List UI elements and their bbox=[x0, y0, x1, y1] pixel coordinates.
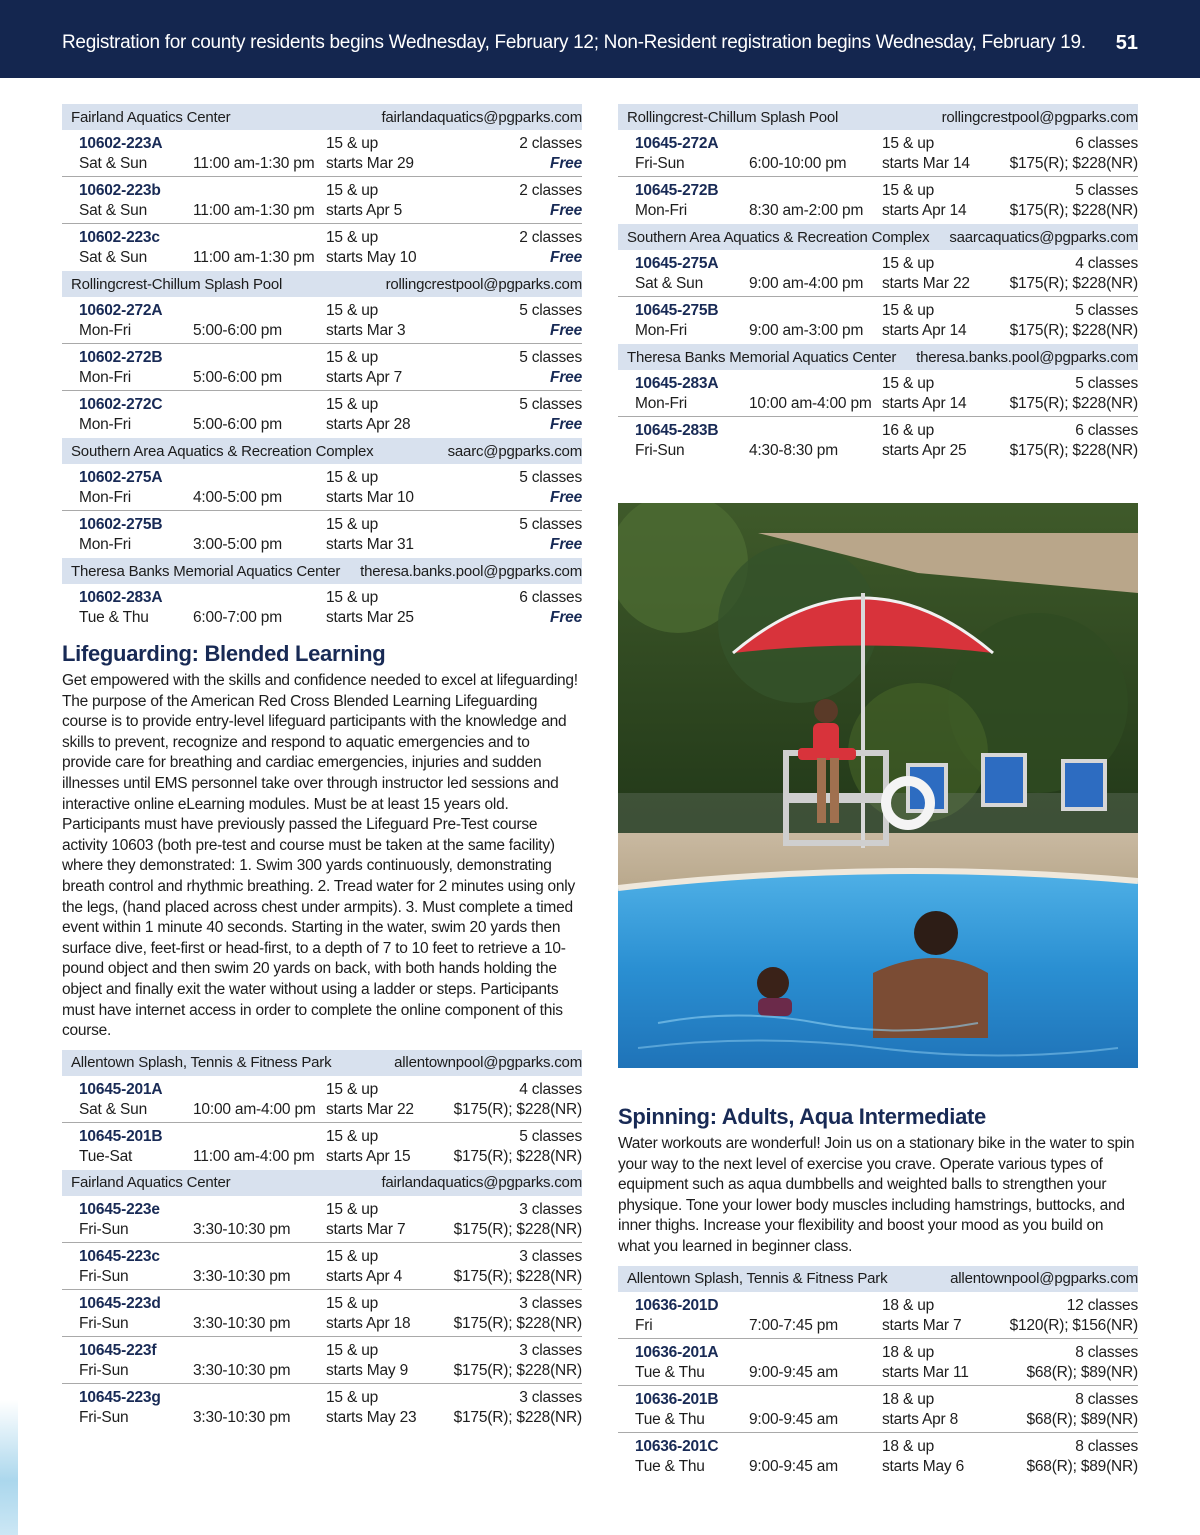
class-row bbox=[62, 1290, 582, 1337]
activity-code: 10645-223e bbox=[79, 1200, 160, 1218]
pool-photo bbox=[618, 503, 1138, 1068]
activity-code: 10602-275B bbox=[79, 516, 163, 533]
location-header bbox=[62, 104, 582, 130]
age-requirement: 15 & up bbox=[326, 1080, 379, 1098]
location-name: Fairland Aquatics Center bbox=[71, 1174, 231, 1192]
class-time: 5:00-6:00 pm bbox=[193, 322, 282, 339]
class-price: $68(R); $89(NR) bbox=[1026, 1457, 1138, 1475]
class-time: 10:00 am-4:00 pm bbox=[193, 1100, 316, 1118]
start-date: starts Mar 29 bbox=[326, 155, 414, 172]
class-row bbox=[62, 1076, 582, 1123]
class-row bbox=[62, 1196, 582, 1243]
start-date: starts Mar 14 bbox=[882, 155, 970, 172]
right-column bbox=[618, 104, 1138, 464]
age-requirement: 15 & up bbox=[326, 1200, 379, 1218]
lifeguarding-schedule bbox=[62, 1050, 582, 1431]
activity-code: 10636-201D bbox=[635, 1296, 719, 1314]
start-date: starts Mar 11 bbox=[882, 1363, 969, 1381]
activity-code: 10645-223d bbox=[79, 1294, 161, 1312]
age-requirement: 15 & up bbox=[326, 1388, 379, 1406]
start-date: starts Apr 14 bbox=[882, 322, 967, 339]
class-days: Fri-Sun bbox=[79, 1361, 129, 1379]
class-time: 9:00-9:45 am bbox=[749, 1410, 838, 1428]
class-days: Mon-Fri bbox=[79, 369, 131, 386]
spinning-section bbox=[618, 1104, 1138, 1480]
class-row bbox=[618, 1433, 1138, 1480]
class-days: Sat & Sun bbox=[79, 249, 147, 266]
location-header bbox=[618, 104, 1138, 130]
class-days: Fri-Sun bbox=[635, 442, 685, 459]
class-days: Tue-Sat bbox=[79, 1147, 133, 1165]
class-time: 8:30 am-2:00 pm bbox=[749, 202, 864, 219]
start-date: starts Mar 7 bbox=[882, 1316, 962, 1334]
activity-code: 10636-201B bbox=[635, 1390, 719, 1408]
location-name: Theresa Banks Memorial Aquatics Center bbox=[627, 348, 897, 366]
start-date: starts May 10 bbox=[326, 249, 417, 266]
activity-code: 10645-283A bbox=[635, 375, 719, 392]
location-name: Fairland Aquatics Center bbox=[71, 108, 231, 126]
class-count: 8 classes bbox=[1075, 1343, 1138, 1361]
class-count: 2 classes bbox=[519, 229, 582, 246]
activity-code: 10645-272B bbox=[635, 182, 719, 199]
start-date: starts Mar 22 bbox=[882, 275, 970, 292]
location-email-link[interactable]: theresa.banks.pool@pgparks.com bbox=[360, 562, 582, 580]
location-email-link[interactable]: allentownpool@pgparks.com bbox=[950, 1270, 1138, 1288]
class-count: 4 classes bbox=[519, 1080, 582, 1098]
activity-code: 10602-283A bbox=[79, 589, 163, 606]
location-email-link[interactable]: saarc@pgparks.com bbox=[447, 442, 582, 460]
class-count: 12 classes bbox=[1066, 1296, 1138, 1314]
start-date: starts Mar 31 bbox=[326, 536, 414, 553]
start-date: starts Apr 15 bbox=[326, 1147, 411, 1165]
class-days: Mon-Fri bbox=[79, 489, 131, 506]
class-price: $68(R); $89(NR) bbox=[1026, 1363, 1138, 1381]
spinning-description: Water workouts are wonderful! Join us on a stationary bike in the water to spin your way to the next level of exercise you crave. Operate various types of equipment such as aqua dumbbells and weighted balls to strengthen your physique. Tone your lower body muscles including hamstrings, buttocks, and inner thighs. Increase your flexibility and boost your mood as you build on what you learned in beginner class. bbox=[618, 1135, 1135, 1255]
age-requirement: 18 & up bbox=[882, 1296, 935, 1314]
age-requirement: 15 & up bbox=[326, 1127, 379, 1145]
class-price: Free bbox=[550, 416, 582, 433]
class-price: $175(R); $228(NR) bbox=[453, 1267, 582, 1285]
class-row bbox=[618, 370, 1138, 417]
class-time: 9:00 am-3:00 pm bbox=[749, 322, 864, 339]
age-requirement: 15 & up bbox=[326, 516, 379, 533]
class-row bbox=[62, 1337, 582, 1384]
activity-code: 10645-272A bbox=[635, 135, 719, 152]
class-time: 11:00 am-1:30 pm bbox=[193, 202, 315, 219]
location-header bbox=[618, 344, 1138, 370]
registration-notice: Registration for county residents begins Wednesday, February 12; Non-Resident registration begins Wednesday, February 19. bbox=[62, 32, 1086, 53]
class-count: 4 classes bbox=[1075, 255, 1138, 272]
class-time: 6:00-10:00 pm bbox=[749, 155, 847, 172]
activity-code: 10645-201B bbox=[79, 1127, 163, 1145]
class-time: 9:00 am-4:00 pm bbox=[749, 275, 864, 292]
age-requirement: 15 & up bbox=[326, 1294, 379, 1312]
activity-code: 10602-223A bbox=[79, 135, 163, 152]
age-requirement: 15 & up bbox=[882, 302, 935, 319]
class-price: $175(R); $228(NR) bbox=[1009, 322, 1138, 339]
class-price: $175(R); $228(NR) bbox=[453, 1147, 582, 1165]
class-days: Mon-Fri bbox=[635, 202, 687, 219]
location-email-link[interactable]: allentownpool@pgparks.com bbox=[394, 1054, 582, 1072]
class-price: Free bbox=[550, 322, 582, 339]
age-requirement: 15 & up bbox=[882, 375, 935, 392]
class-days: Tue & Thu bbox=[79, 609, 149, 626]
class-days: Mon-Fri bbox=[79, 322, 131, 339]
class-time: 9:00-9:45 am bbox=[749, 1363, 838, 1381]
location-header bbox=[62, 438, 582, 464]
class-count: 5 classes bbox=[519, 1127, 582, 1145]
location-email-link[interactable]: saarcaquatics@pgparks.com bbox=[949, 228, 1138, 246]
location-header bbox=[618, 1266, 1138, 1292]
class-days: Fri-Sun bbox=[79, 1220, 129, 1238]
age-requirement: 15 & up bbox=[882, 135, 935, 152]
class-days: Fri bbox=[635, 1316, 653, 1334]
location-name: Allentown Splash, Tennis & Fitness Park bbox=[627, 1270, 888, 1288]
start-date: starts Mar 10 bbox=[326, 489, 414, 506]
class-price: $175(R); $228(NR) bbox=[1009, 275, 1138, 292]
class-row bbox=[62, 224, 582, 271]
class-time: 10:00 am-4:00 pm bbox=[749, 395, 872, 412]
class-days: Tue & Thu bbox=[635, 1457, 705, 1475]
activity-code: 10645-223g bbox=[79, 1388, 161, 1406]
class-time: 11:00 am-4:00 pm bbox=[193, 1147, 315, 1165]
class-price: Free bbox=[550, 489, 582, 506]
class-count: 5 classes bbox=[519, 349, 582, 366]
location-header bbox=[618, 224, 1138, 250]
location-header bbox=[62, 1050, 582, 1076]
class-days: Tue & Thu bbox=[635, 1410, 705, 1428]
class-row bbox=[618, 177, 1138, 224]
class-time: 3:30-10:30 pm bbox=[193, 1314, 291, 1332]
class-days: Sat & Sun bbox=[79, 1100, 147, 1118]
age-requirement: 18 & up bbox=[882, 1343, 935, 1361]
class-price: $175(R); $228(NR) bbox=[453, 1314, 582, 1332]
age-requirement: 15 & up bbox=[326, 229, 379, 246]
page-number: 51 bbox=[1115, 32, 1138, 54]
class-count: 6 classes bbox=[1075, 422, 1138, 439]
class-days: Fri-Sun bbox=[79, 1314, 129, 1332]
class-price: $175(R); $228(NR) bbox=[1009, 202, 1138, 219]
location-email-link[interactable]: rollingcrestpool@pgparks.com bbox=[941, 108, 1138, 126]
activity-code: 10602-272B bbox=[79, 349, 163, 366]
class-days: Mon-Fri bbox=[79, 416, 131, 433]
class-row bbox=[62, 177, 582, 224]
location-name: Southern Area Aquatics & Recreation Complex bbox=[71, 442, 374, 460]
age-requirement: 15 & up bbox=[326, 1341, 379, 1359]
class-days: Fri-Sun bbox=[79, 1267, 129, 1285]
age-requirement: 15 & up bbox=[326, 469, 379, 486]
class-price: $175(R); $228(NR) bbox=[1009, 395, 1138, 412]
start-date: starts Apr 8 bbox=[882, 1410, 958, 1428]
class-count: 3 classes bbox=[519, 1294, 582, 1312]
age-requirement: 15 & up bbox=[326, 396, 379, 413]
location-header bbox=[62, 1170, 582, 1196]
class-count: 6 classes bbox=[1075, 135, 1138, 152]
class-price: Free bbox=[550, 369, 582, 386]
age-requirement: 15 & up bbox=[326, 349, 379, 366]
activity-code: 10645-275A bbox=[635, 255, 719, 272]
class-price: Free bbox=[550, 202, 582, 219]
class-price: $175(R); $228(NR) bbox=[1009, 155, 1138, 172]
class-count: 2 classes bbox=[519, 135, 582, 152]
class-row bbox=[618, 130, 1138, 177]
activity-code: 10645-275B bbox=[635, 302, 719, 319]
class-row bbox=[618, 297, 1138, 344]
location-name: Southern Area Aquatics & Recreation Complex bbox=[627, 228, 930, 246]
lifeguarding-title: Lifeguarding: Blended Learning bbox=[62, 641, 386, 666]
location-email-link[interactable]: fairlandaquatics@pgparks.com bbox=[381, 108, 582, 126]
class-days: Mon-Fri bbox=[635, 395, 687, 412]
age-requirement: 15 & up bbox=[326, 302, 379, 319]
class-count: 3 classes bbox=[519, 1388, 582, 1406]
class-row bbox=[618, 250, 1138, 297]
class-count: 5 classes bbox=[1075, 375, 1138, 392]
class-count: 5 classes bbox=[1075, 302, 1138, 319]
class-row bbox=[62, 464, 582, 511]
location-header bbox=[62, 558, 582, 584]
location-name: Allentown Splash, Tennis & Fitness Park bbox=[71, 1054, 332, 1072]
class-days: Sat & Sun bbox=[635, 275, 703, 292]
start-date: starts Apr 14 bbox=[882, 202, 967, 219]
activity-code: 10645-201A bbox=[79, 1080, 163, 1098]
class-price: $175(R); $228(NR) bbox=[453, 1220, 582, 1238]
class-count: 6 classes bbox=[519, 589, 582, 606]
class-time: 3:30-10:30 pm bbox=[193, 1408, 291, 1426]
location-name: Theresa Banks Memorial Aquatics Center bbox=[71, 562, 341, 580]
start-date: starts Apr 25 bbox=[882, 442, 967, 459]
age-requirement: 15 & up bbox=[882, 182, 935, 199]
age-requirement: 15 & up bbox=[882, 255, 935, 272]
class-price: $175(R); $228(NR) bbox=[453, 1100, 582, 1118]
class-count: 8 classes bbox=[1075, 1390, 1138, 1408]
location-email-link[interactable]: rollingcrestpool@pgparks.com bbox=[385, 275, 582, 293]
class-days: Tue & Thu bbox=[635, 1363, 705, 1381]
class-count: 5 classes bbox=[519, 469, 582, 486]
activity-code: 10602-223b bbox=[79, 182, 161, 199]
class-row bbox=[618, 417, 1138, 464]
class-time: 11:00 am-1:30 pm bbox=[193, 155, 315, 172]
activity-code: 10602-272C bbox=[79, 396, 163, 413]
activity-code: 10645-223f bbox=[79, 1341, 157, 1359]
class-price: $68(R); $89(NR) bbox=[1026, 1410, 1138, 1428]
start-date: starts Mar 3 bbox=[326, 322, 406, 339]
page-decoration bbox=[0, 1400, 18, 1535]
class-price: Free bbox=[550, 155, 582, 172]
class-time: 11:00 am-1:30 pm bbox=[193, 249, 315, 266]
location-email-link[interactable]: theresa.banks.pool@pgparks.com bbox=[916, 348, 1138, 366]
start-date: starts Mar 22 bbox=[326, 1100, 414, 1118]
start-date: starts Apr 14 bbox=[882, 395, 967, 412]
class-price: $175(R); $228(NR) bbox=[453, 1408, 582, 1426]
class-row bbox=[62, 584, 582, 631]
class-count: 3 classes bbox=[519, 1341, 582, 1359]
start-date: starts May 9 bbox=[326, 1361, 409, 1379]
class-row bbox=[62, 1384, 582, 1431]
class-count: 5 classes bbox=[519, 302, 582, 319]
age-requirement: 15 & up bbox=[326, 135, 379, 152]
start-date: starts Apr 5 bbox=[326, 202, 402, 219]
class-count: 5 classes bbox=[1075, 182, 1138, 199]
class-row bbox=[618, 1386, 1138, 1433]
age-requirement: 15 & up bbox=[326, 589, 379, 606]
age-requirement: 16 & up bbox=[882, 422, 935, 439]
start-date: starts Mar 25 bbox=[326, 609, 414, 626]
class-days: Mon-Fri bbox=[79, 536, 131, 553]
class-time: 7:00-7:45 pm bbox=[749, 1316, 838, 1334]
class-time: 5:00-6:00 pm bbox=[193, 416, 282, 433]
class-time: 5:00-6:00 pm bbox=[193, 369, 282, 386]
class-row bbox=[62, 391, 582, 438]
start-date: starts Apr 18 bbox=[326, 1314, 411, 1332]
age-requirement: 15 & up bbox=[326, 1247, 379, 1265]
class-time: 4:00-5:00 pm bbox=[193, 489, 282, 506]
class-price: $175(R); $228(NR) bbox=[453, 1361, 582, 1379]
lifeguard-free-schedule bbox=[62, 104, 582, 631]
start-date: starts May 6 bbox=[882, 1457, 965, 1475]
class-price: Free bbox=[550, 249, 582, 266]
class-row bbox=[62, 297, 582, 344]
activity-code: 10645-223c bbox=[79, 1247, 160, 1265]
class-row bbox=[62, 130, 582, 177]
class-count: 3 classes bbox=[519, 1247, 582, 1265]
activity-code: 10636-201C bbox=[635, 1437, 719, 1455]
class-time: 9:00-9:45 am bbox=[749, 1457, 838, 1475]
class-days: Mon-Fri bbox=[635, 322, 687, 339]
age-requirement: 18 & up bbox=[882, 1437, 935, 1455]
spinning-schedule bbox=[618, 1266, 1138, 1480]
class-count: 2 classes bbox=[519, 182, 582, 199]
left-column bbox=[62, 104, 582, 1431]
class-row bbox=[62, 344, 582, 391]
start-date: starts Apr 28 bbox=[326, 416, 411, 433]
start-date: starts May 23 bbox=[326, 1408, 417, 1426]
class-row bbox=[62, 1123, 582, 1170]
activity-code: 10602-275A bbox=[79, 469, 163, 486]
class-time: 3:30-10:30 pm bbox=[193, 1220, 291, 1238]
class-row bbox=[618, 1339, 1138, 1386]
class-time: 6:00-7:00 pm bbox=[193, 609, 282, 626]
class-count: 5 classes bbox=[519, 516, 582, 533]
activity-code: 10602-272A bbox=[79, 302, 163, 319]
age-requirement: 18 & up bbox=[882, 1390, 935, 1408]
activity-code: 10636-201A bbox=[635, 1343, 719, 1361]
class-row bbox=[62, 511, 582, 558]
activity-code: 10645-283B bbox=[635, 422, 719, 439]
class-price: $175(R); $228(NR) bbox=[1009, 442, 1138, 459]
class-row bbox=[62, 1243, 582, 1290]
location-email-link[interactable]: fairlandaquatics@pgparks.com bbox=[381, 1174, 582, 1192]
lifeguard-pool-illustration bbox=[618, 503, 1138, 1068]
class-time: 3:30-10:30 pm bbox=[193, 1361, 291, 1379]
header-banner bbox=[0, 0, 1200, 78]
location-name: Rollingcrest-Chillum Splash Pool bbox=[71, 275, 283, 293]
class-count: 3 classes bbox=[519, 1200, 582, 1218]
class-count: 5 classes bbox=[519, 396, 582, 413]
class-time: 3:30-10:30 pm bbox=[193, 1267, 291, 1285]
class-time: 3:00-5:00 pm bbox=[193, 536, 282, 553]
start-date: starts Apr 7 bbox=[326, 369, 402, 386]
class-days: Sat & Sun bbox=[79, 155, 147, 172]
class-row bbox=[618, 1292, 1138, 1339]
class-days: Sat & Sun bbox=[79, 202, 147, 219]
spinning-title: Spinning: Adults, Aqua Intermediate bbox=[618, 1104, 986, 1129]
location-header bbox=[62, 271, 582, 297]
start-date: starts Apr 4 bbox=[326, 1267, 402, 1285]
age-requirement: 15 & up bbox=[326, 182, 379, 199]
class-price: $120(R); $156(NR) bbox=[1009, 1316, 1138, 1334]
class-price: Free bbox=[550, 609, 582, 626]
class-count: 8 classes bbox=[1075, 1437, 1138, 1455]
class-days: Fri-Sun bbox=[635, 155, 685, 172]
class-days: Fri-Sun bbox=[79, 1408, 129, 1426]
activity-code: 10602-223c bbox=[79, 229, 160, 246]
lifeguard-paid-schedule bbox=[618, 104, 1138, 464]
lifeguarding-description: Get empowered with the skills and confidence needed to excel at lifeguarding! The purpose of the American Red Cross Blended Learning Lifeguarding course is to provide entry-level lifeguard participants with the knowledge and skills to prevent, recognize and respond to aquatic emergencies and to provide care for breathing and cardiac emergencies, injuries and sudden illnesses until EMS personnel take over through instructor led sessions and interactive online eLearning modules. Must be at least 15 years old. Participants must have previously passed the Lifeguard Pre-Test course activity 10603 (both pre-test and course must be taken at the same facility) where they demonstrated: 1. Swim 300 yards continuously, demonstrating breath control and rhythmic breathing. 2. Tread water for 2 minutes using only the legs, (hand placed across chest under armpits). 3. Must complete a timed event within 1 minute 40 seconds. Starting in the water, swim 20 yards then surface dive, feet-first or head-first, to a depth of 7 to 10 feet to retrieve a 10-pound object and then swim 20 yards on back, with both hands holding the object and finally exit the water without using a ladder or steps. Participants must have internet access in order to complete the online component of this course. bbox=[62, 672, 578, 1040]
class-time: 4:30-8:30 pm bbox=[749, 442, 838, 459]
start-date: starts Mar 7 bbox=[326, 1220, 406, 1238]
location-name: Rollingcrest-Chillum Splash Pool bbox=[627, 108, 839, 126]
class-price: Free bbox=[550, 536, 582, 553]
